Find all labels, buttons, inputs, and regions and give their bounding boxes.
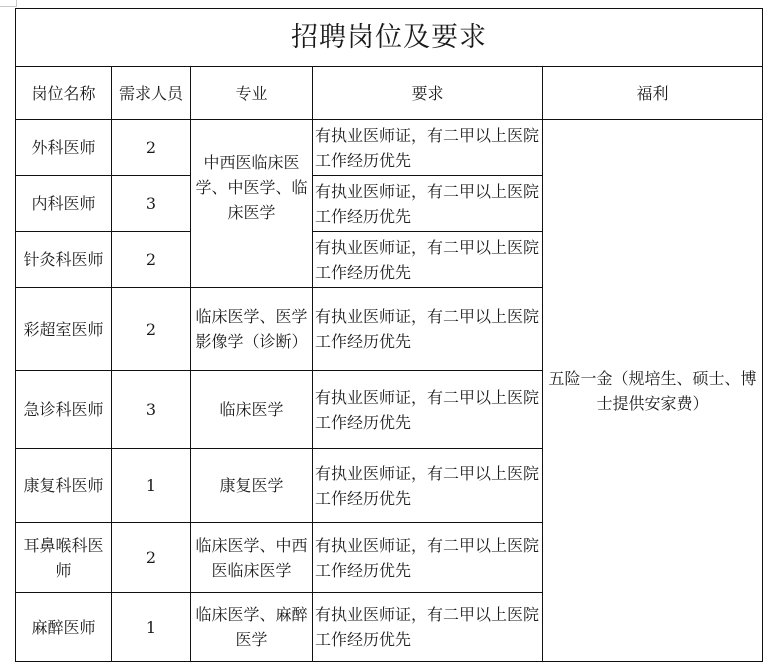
major-text: 中西医临床医学、中医学、临床医学 bbox=[195, 153, 308, 222]
position-cell: 彩超室医师 bbox=[16, 288, 112, 371]
count-cell: 1 bbox=[112, 449, 191, 523]
header-position: 岗位名称 bbox=[16, 67, 112, 120]
position-cell: 外科医师 bbox=[16, 120, 112, 176]
title-row bbox=[16, 9, 763, 67]
requirement-cell: 有执业医师证，有二甲以上医院工作经历优先 bbox=[313, 593, 543, 662]
position-cell: 麻醉医师 bbox=[16, 593, 112, 662]
header-requirement: 要求 bbox=[313, 67, 543, 120]
header-major: 专业 bbox=[191, 67, 313, 120]
position-cell: 康复科医师 bbox=[16, 449, 112, 523]
sheet-gridline-vertical bbox=[16, 0, 17, 7]
header-row bbox=[16, 67, 763, 120]
count-cell: 2 bbox=[112, 288, 191, 371]
count-cell: 1 bbox=[112, 593, 191, 662]
position-cell: 内科医师 bbox=[16, 176, 112, 232]
benefit-cell: 五险一金（规培生、硕士、博士提供安家费） bbox=[543, 120, 763, 662]
sheet-gridline-horizontal bbox=[0, 6, 16, 7]
major-cell: 临床医学、中西医临床医学 bbox=[191, 523, 313, 593]
requirement-cell: 有执业医师证，有二甲以上医院工作经历优先 bbox=[313, 449, 543, 523]
requirement-cell: 有执业医师证，有二甲以上医院工作经历优先 bbox=[313, 176, 543, 232]
count-cell: 3 bbox=[112, 371, 191, 449]
requirement-cell: 有执业医师证，有二甲以上医院工作经历优先 bbox=[313, 232, 543, 288]
major-cell: 临床医学、麻醉医学 bbox=[191, 593, 313, 662]
major-cell: 康复医学 bbox=[191, 449, 313, 523]
position-cell: 针灸科医师 bbox=[16, 232, 112, 288]
major-cell: 临床医学、医学影像学（诊断） bbox=[191, 288, 313, 371]
major-cell: 临床医学 bbox=[191, 371, 313, 449]
count-cell: 2 bbox=[112, 120, 191, 176]
header-count: 需求人员 bbox=[112, 67, 191, 120]
recruitment-table bbox=[15, 8, 763, 662]
position-cell: 急诊科医师 bbox=[16, 371, 112, 449]
count-cell: 3 bbox=[112, 176, 191, 232]
header-benefit: 福利 bbox=[543, 67, 763, 120]
requirement-cell: 有执业医师证，有二甲以上医院工作经历优先 bbox=[313, 120, 543, 176]
count-cell: 2 bbox=[112, 523, 191, 593]
requirement-cell: 有执业医师证，有二甲以上医院工作经历优先 bbox=[313, 371, 543, 449]
requirement-cell: 有执业医师证，有二甲以上医院工作经历优先 bbox=[313, 523, 543, 593]
table-title: 招聘岗位及要求 bbox=[16, 9, 763, 67]
count-cell: 2 bbox=[112, 232, 191, 288]
requirement-cell: 有执业医师证，有二甲以上医院工作经历优先 bbox=[313, 288, 543, 371]
major-cell-shared bbox=[191, 120, 313, 288]
position-cell: 耳鼻喉科医师 bbox=[16, 523, 112, 593]
table-row bbox=[16, 120, 763, 176]
